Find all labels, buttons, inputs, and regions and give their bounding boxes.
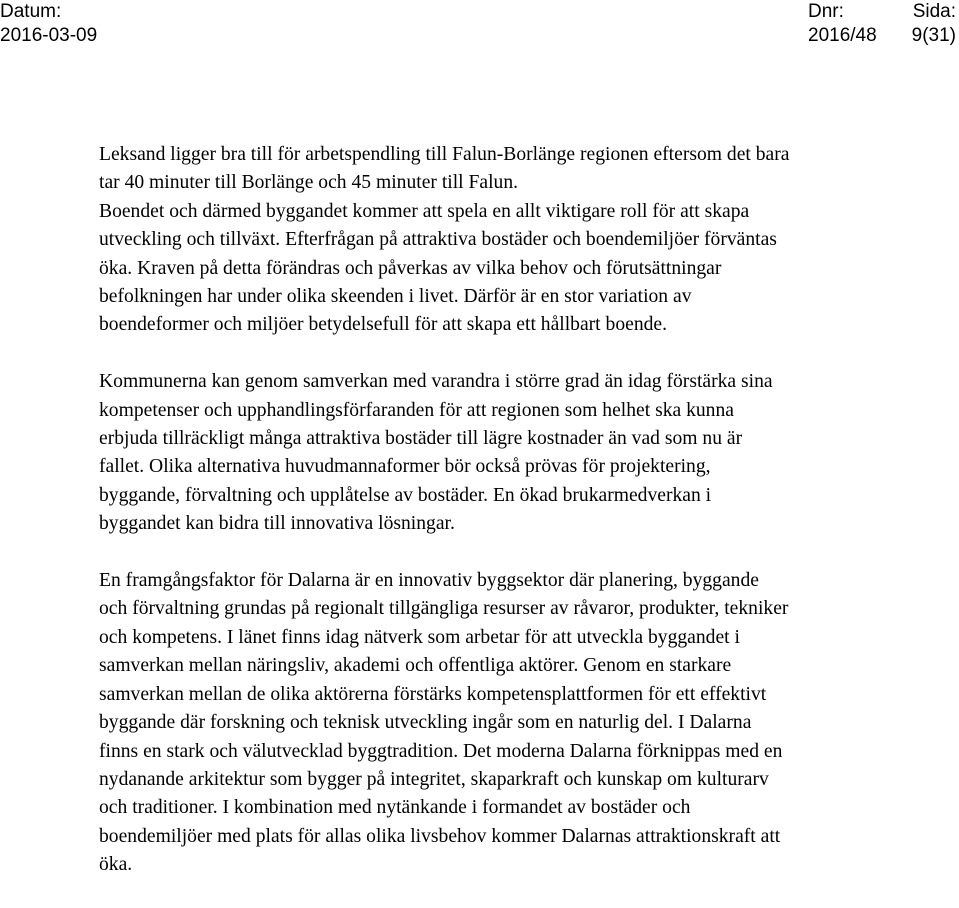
text-line: och förvaltning grundas på regionalt tillgängliga resurser av råvaror, produkter, tekniker	[99, 598, 789, 620]
page-header	[0, 0, 959, 50]
text-line: boendeformer och miljöer betydelsefull för att skapa ett hållbart boende.	[99, 314, 668, 336]
text-line: fallet. Olika alternativa huvudmannaformer bör också prövas för projektering,	[99, 456, 711, 478]
text-line: utveckling och tillväxt. Efterfrågan på attraktiva bostäder och boendemiljöer förväntas	[99, 229, 777, 251]
dnr-block	[808, 0, 877, 48]
text-line: samverkan mellan näringsliv, akademi och offentliga aktörer. Genom en starkare	[99, 655, 732, 677]
paragraph	[99, 141, 959, 340]
page-label: Sida:	[912, 1, 956, 22]
text-line: byggandet kan bidra till innovativa lösningar.	[99, 513, 455, 535]
text-line: kompetenser och upphandlingsförfaranden för att regionen som helhet ska kunna	[99, 399, 734, 421]
document-body	[99, 141, 959, 908]
text-line: finns en stark och välutvecklad byggtradition. Det moderna Dalarna förknippas med en	[99, 740, 783, 762]
date-block	[0, 0, 97, 48]
text-line: öka. Kraven på detta förändras och påverkas av vilka behov och förutsättningar	[99, 257, 722, 279]
text-line: byggande där forskning och teknisk utveckling ingår som en naturlig del. I Dalarna	[99, 712, 752, 734]
date-value: 2016-03-09	[0, 25, 98, 46]
text-line: Leksand ligger bra till för arbetspendling till Falun-Borlänge regionen eftersom det bara	[99, 144, 790, 165]
text-line: öka.	[99, 854, 133, 876]
date-label: Datum:	[0, 1, 62, 22]
text-line: tar 40 minuter till Borlänge och 45 minuter till Falun.	[99, 172, 519, 194]
page-value: 9(31)	[911, 25, 956, 46]
text-line: och traditioner. I kombination med nytänkande i formandet av bostäder och	[99, 797, 691, 819]
dnr-value: 2016/48	[808, 25, 877, 46]
text-line: byggande, förvaltning och upplåtelse av bostäder. En ökad brukarmedverkan i	[99, 484, 712, 506]
paragraph	[99, 567, 959, 879]
text-line: och kompetens. I länet finns idag nätverk som arbetar för att utveckla byggandet i	[99, 626, 740, 648]
text-line: befolkningen har under olika skeenden i livet. Därför är en stor variation av	[99, 286, 692, 308]
text-line: boendemiljöer med plats för allas olika livsbehov kommer Dalarnas attraktionskraft att	[99, 825, 781, 847]
text-line: samverkan mellan de olika aktörerna förstärks kompetensplattformen för ett effektivt	[99, 683, 767, 705]
text-line: nydanande arkitektur som bygger på integritet, skaparkraft och kunskap om kulturarv	[99, 768, 769, 790]
text-line: Kommunerna kan genom samverkan med varandra i större grad än idag förstärka sina	[99, 371, 773, 393]
text-line: Boendet och därmed byggandet kommer att spela en allt viktigare roll för att skapa	[99, 200, 750, 222]
text-line: En framgångsfaktor för Dalarna är en innovativ byggsektor där planering, byggande	[99, 570, 759, 592]
text-line: erbjuda tillräckligt många attraktiva bostäder till lägre kostnader än vad som nu är	[99, 428, 743, 450]
dnr-label: Dnr:	[808, 1, 844, 22]
page-number-block	[898, 0, 956, 48]
paragraph	[99, 368, 959, 538]
